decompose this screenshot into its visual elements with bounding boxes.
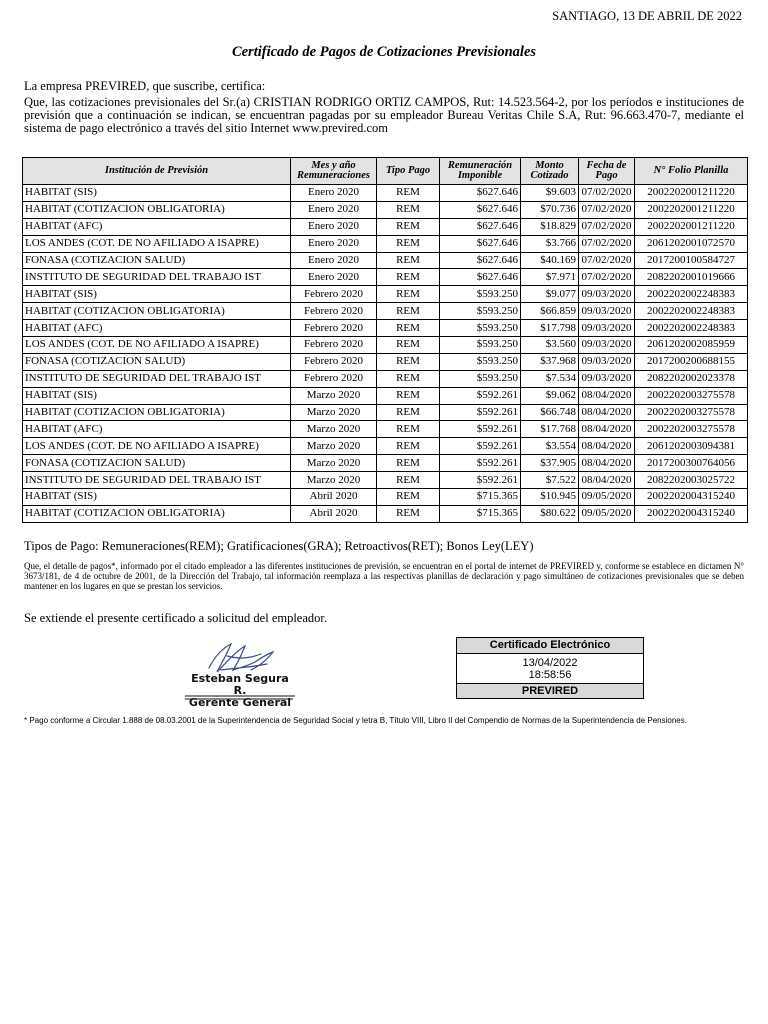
cell-folio: 2002202002248383 [635,320,748,337]
cell-remuneracion: $627.646 [440,201,521,218]
cell-mes-ano: Enero 2020 [291,252,377,269]
cell-monto: $80.622 [521,505,579,522]
cell-institucion: HABITAT (COTIZACION OBLIGATORIA) [23,404,291,421]
cell-tipo-pago: REM [377,235,440,252]
table-row [23,320,748,337]
cell-tipo-pago: REM [377,269,440,286]
cell-tipo-pago: REM [377,438,440,455]
cell-institucion: HABITAT (AFC) [23,421,291,438]
cell-folio: 2061202003094381 [635,438,748,455]
cell-remuneracion: $593.250 [440,337,521,354]
electronic-certificate-box [456,637,644,699]
signatory-name: Esteban Segura R. [191,672,289,697]
cell-tipo-pago: REM [377,320,440,337]
cell-folio: 2002202002248383 [635,286,748,303]
cell-folio: 2002202004315240 [635,505,748,522]
cell-monto: $18.829 [521,218,579,235]
issuance-statement: Se extiende el presente certificado a solicitud del empleador. [24,611,328,625]
cell-folio: 2002202001211220 [635,201,748,218]
cell-monto: $66.859 [521,303,579,320]
cell-institucion: LOS ANDES (COT. DE NO AFILIADO A ISAPRE) [23,438,291,455]
cell-fecha: 09/03/2020 [579,353,635,370]
cell-institucion: HABITAT (COTIZACION OBLIGATORIA) [23,201,291,218]
payment-types-legend: Tipos de Pago: Remuneraciones(REM); Gratificaciones(GRA); Retroactivos(RET); Bonos Ley(LEY) [24,539,534,553]
cell-folio: 2002202003275578 [635,387,748,404]
cell-remuneracion: $715.365 [440,489,521,506]
col-header-monto: Monto Cotizado [521,158,579,185]
table-row [23,370,748,387]
cell-monto: $3.554 [521,438,579,455]
col-header-mes-ano: Mes y año Remuneraciones [291,158,377,185]
cell-tipo-pago: REM [377,472,440,489]
document-title: Certificado de Pagos de Cotizaciones Previsionales [231,44,537,60]
cell-folio: 2017200300764056 [635,455,748,472]
payments-table [22,157,748,523]
cell-folio: 2082202001019666 [635,269,748,286]
cell-remuneracion: $592.261 [440,472,521,489]
cell-mes-ano: Febrero 2020 [291,370,377,387]
col-header-remuneracion: Remuneración Imponible [440,158,521,185]
cell-tipo-pago: REM [377,286,440,303]
cell-remuneracion: $593.250 [440,370,521,387]
cell-institucion: LOS ANDES (COT. DE NO AFILIADO A ISAPRE) [23,337,291,354]
table-row [23,303,748,320]
table-row [23,286,748,303]
cell-institucion: INSTITUTO DE SEGURIDAD DEL TRABAJO IST [23,269,291,286]
cell-folio: 2002202001211220 [635,218,748,235]
cell-mes-ano: Marzo 2020 [291,472,377,489]
cell-monto: $17.768 [521,421,579,438]
certificate-issuer: PREVIRED [457,683,643,698]
cell-institucion: HABITAT (SIS) [23,489,291,506]
cell-tipo-pago: REM [377,387,440,404]
cell-mes-ano: Febrero 2020 [291,303,377,320]
cell-mes-ano: Marzo 2020 [291,438,377,455]
cell-fecha: 09/05/2020 [579,505,635,522]
cell-folio: 2002202003275578 [635,404,748,421]
cell-mes-ano: Febrero 2020 [291,286,377,303]
cell-fecha: 09/03/2020 [579,303,635,320]
cell-remuneracion: $592.261 [440,404,521,421]
cell-remuneracion: $627.646 [440,218,521,235]
footnote: * Pago conforme a Circular 1.888 de 08.03.2001 de la Superintendencia de Seguridad Social y letra B, Título VIII, Libro II del Compendio de Normas de la Superintendencia de Pensiones. [24,716,687,725]
cell-folio: 2002202004315240 [635,489,748,506]
cell-tipo-pago: REM [377,370,440,387]
cell-institucion: HABITAT (COTIZACION OBLIGATORIA) [23,303,291,320]
cell-institucion: FONASA (COTIZACION SALUD) [23,455,291,472]
cell-folio: 2082202002023378 [635,370,748,387]
certificate-header: Certificado Electrónico [457,638,643,654]
cell-fecha: 08/04/2020 [579,387,635,404]
cell-tipo-pago: REM [377,185,440,202]
cell-mes-ano: Enero 2020 [291,218,377,235]
cell-remuneracion: $715.365 [440,505,521,522]
cell-monto: $9.077 [521,286,579,303]
table-row [23,337,748,354]
cell-folio: 2017200100584727 [635,252,748,269]
cell-mes-ano: Marzo 2020 [291,421,377,438]
cell-institucion: INSTITUTO DE SEGURIDAD DEL TRABAJO IST [23,472,291,489]
cell-remuneracion: $627.646 [440,185,521,202]
cell-monto: $3.766 [521,235,579,252]
cell-fecha: 09/03/2020 [579,286,635,303]
cell-tipo-pago: REM [377,505,440,522]
cell-institucion: HABITAT (SIS) [23,286,291,303]
cell-mes-ano: Febrero 2020 [291,320,377,337]
cell-tipo-pago: REM [377,455,440,472]
cell-fecha: 07/02/2020 [579,269,635,286]
cell-monto: $40.169 [521,252,579,269]
cell-tipo-pago: REM [377,353,440,370]
cell-mes-ano: Enero 2020 [291,269,377,286]
cell-institucion: HABITAT (SIS) [23,185,291,202]
certificate-timestamp [457,654,643,683]
cell-fecha: 07/02/2020 [579,185,635,202]
cell-mes-ano: Enero 2020 [291,185,377,202]
table-row [23,421,748,438]
cell-monto: $3.560 [521,337,579,354]
cell-remuneracion: $592.261 [440,387,521,404]
table-row [23,185,748,202]
cell-institucion: HABITAT (COTIZACION OBLIGATORIA) [23,505,291,522]
intro-text: La empresa PREVIRED, que suscribe, certifica: [24,79,266,93]
table-row [23,353,748,370]
document-date: SANTIAGO, 13 DE ABRIL DE 2022 [552,9,742,23]
certification-body: Que, las cotizaciones previsionales del Sr.(a) CRISTIAN RODRIGO ORTIZ CAMPOS, Rut: 14.523.564-2, por los períodos e instituciones de previsión que a continuación se indican, se encuentran pagadas por su empleador Bureau Veritas Chile S.A, Rut: 96.663.470-7, mediante el sistema de pago electrónico a través del sitio Internet www.previred.com [24,95,744,135]
cell-institucion: LOS ANDES (COT. DE NO AFILIADO A ISAPRE) [23,235,291,252]
table-row [23,201,748,218]
cell-folio: 2082202003025722 [635,472,748,489]
cell-tipo-pago: REM [377,252,440,269]
cell-tipo-pago: REM [377,421,440,438]
cell-tipo-pago: REM [377,201,440,218]
cell-remuneracion: $627.646 [440,252,521,269]
cell-remuneracion: $627.646 [440,269,521,286]
table-row [23,489,748,506]
table-row [23,252,748,269]
cell-institucion: HABITAT (AFC) [23,320,291,337]
cell-tipo-pago: REM [377,489,440,506]
cell-fecha: 09/05/2020 [579,489,635,506]
table-row [23,438,748,455]
cell-institucion: FONASA (COTIZACION SALUD) [23,353,291,370]
cell-fecha: 09/03/2020 [579,370,635,387]
cell-mes-ano: Marzo 2020 [291,404,377,421]
cell-institucion: HABITAT (SIS) [23,387,291,404]
cell-fecha: 09/03/2020 [579,337,635,354]
signatory-role: Gerente General [188,696,292,709]
cell-folio: 2002202001211220 [635,185,748,202]
cell-tipo-pago: REM [377,337,440,354]
table-header-row [23,158,748,185]
cell-remuneracion: $592.261 [440,438,521,455]
cell-mes-ano: Marzo 2020 [291,387,377,404]
cell-institucion: HABITAT (AFC) [23,218,291,235]
table-row [23,269,748,286]
cell-fecha: 08/04/2020 [579,455,635,472]
cell-fecha: 08/04/2020 [579,472,635,489]
cell-remuneracion: $592.261 [440,421,521,438]
col-header-institucion: Institución de Previsión [23,158,291,185]
cell-mes-ano: Enero 2020 [291,201,377,218]
cell-fecha: 08/04/2020 [579,438,635,455]
table-row [23,472,748,489]
cell-fecha: 08/04/2020 [579,421,635,438]
cell-folio: 2017200200688155 [635,353,748,370]
cell-remuneracion: $593.250 [440,286,521,303]
payments-table-body [23,185,748,523]
cell-mes-ano: Febrero 2020 [291,337,377,354]
cell-folio: 2002202003275578 [635,421,748,438]
cell-fecha: 09/03/2020 [579,320,635,337]
table-row [23,404,748,421]
table-row [23,455,748,472]
cell-fecha: 08/04/2020 [579,404,635,421]
cell-fecha: 07/02/2020 [579,218,635,235]
cell-monto: $7.534 [521,370,579,387]
table-row [23,235,748,252]
cell-folio: 2002202002248383 [635,303,748,320]
cell-mes-ano: Febrero 2020 [291,353,377,370]
signatory [185,673,295,709]
cell-monto: $7.971 [521,269,579,286]
cell-folio: 2061202002085959 [635,337,748,354]
cell-fecha: 07/02/2020 [579,235,635,252]
cell-mes-ano: Marzo 2020 [291,455,377,472]
cell-monto: $9.062 [521,387,579,404]
cell-folio: 2061202001072570 [635,235,748,252]
cell-monto: $37.968 [521,353,579,370]
col-header-folio: N° Folio Planilla [635,158,748,185]
cell-monto: $17.798 [521,320,579,337]
cell-monto: $10.945 [521,489,579,506]
cell-tipo-pago: REM [377,218,440,235]
certificate-time: 18:58:56 [528,669,572,681]
cell-institucion: INSTITUTO DE SEGURIDAD DEL TRABAJO IST [23,370,291,387]
cell-monto: $7.522 [521,472,579,489]
cell-remuneracion: $627.646 [440,235,521,252]
certificate-date: 13/04/2022 [522,657,578,669]
col-header-tipo-pago: Tipo Pago [377,158,440,185]
cell-mes-ano: Abril 2020 [291,505,377,522]
cell-remuneracion: $593.250 [440,303,521,320]
table-row [23,505,748,522]
col-header-fecha: Fecha de Pago [579,158,635,185]
cell-remuneracion: $593.250 [440,353,521,370]
cell-mes-ano: Abril 2020 [291,489,377,506]
cell-fecha: 07/02/2020 [579,201,635,218]
table-row [23,387,748,404]
cell-fecha: 07/02/2020 [579,252,635,269]
cell-monto: $66.748 [521,404,579,421]
cell-monto: $37.905 [521,455,579,472]
cell-tipo-pago: REM [377,404,440,421]
cell-monto: $70.736 [521,201,579,218]
cell-institucion: FONASA (COTIZACION SALUD) [23,252,291,269]
cell-monto: $9.603 [521,185,579,202]
cell-tipo-pago: REM [377,303,440,320]
cell-remuneracion: $593.250 [440,320,521,337]
detail-paragraph: Que, el detalle de pagos*, informado por el citado empleador a las diferentes instituciones de previsión, se encuentran en el portal de internet de PREVIRED y, conforme se establece en dictamen N° 3673/181, de 4 de octubre de 2001, de la Dirección del Trabajo, tal información reemplaza a las respectivas planillas de declaración y pago simultáneo de cotizaciones previsionales que se deben mantener en los lugares en que se prestan los servicios. [24,561,744,591]
cell-remuneracion: $592.261 [440,455,521,472]
cell-mes-ano: Enero 2020 [291,235,377,252]
table-row [23,218,748,235]
